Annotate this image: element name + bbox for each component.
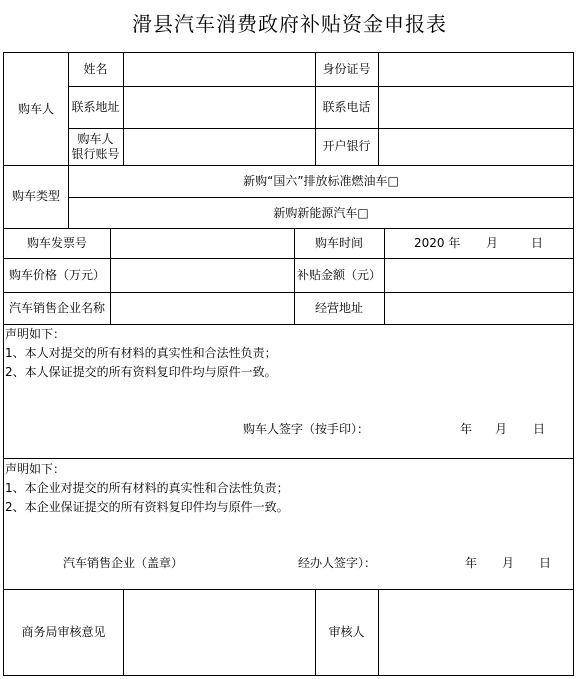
bank-account-field[interactable] [124,129,314,164]
id-number-field[interactable] [379,54,572,85]
purchase-date-month: 月 [486,235,499,250]
dealer-declaration-line1: 1、本企业对提交的所有材料的真实性和合法性负责； [5,481,289,495]
purchase-time-label: 购车时间 [314,235,363,250]
handler-signature-label[interactable]: 经办人签字）： [298,556,377,570]
commerce-bureau-opinion-field[interactable] [124,590,314,674]
purchase-date-day: 日 [531,235,544,250]
invoice-number-field[interactable] [111,229,293,257]
buyer-sign-month: 月 [495,422,508,436]
reviewer-field[interactable] [379,590,572,674]
car-type-option-new-energy[interactable]: 新购新能源汽车□ [273,205,369,220]
name-label: 姓名 [83,62,108,76]
address-field[interactable] [124,87,314,127]
buyer-section-label: 购车人 [17,101,54,116]
invoice-number-label: 购车发票号 [26,235,87,250]
dealer-sign-year: 年 [465,556,478,570]
dealer-name-label: 汽车销售企业名称 [8,300,105,315]
car-type-label: 购车类型 [11,189,60,203]
row-rule [4,324,573,325]
row-rule [4,458,573,459]
phone-field[interactable] [379,87,572,127]
subsidy-field[interactable] [385,259,573,291]
phone-label: 联系电话 [322,99,371,114]
price-label: 购车价格（万元） [8,267,105,282]
dealer-name-field[interactable] [111,293,293,323]
buyer-sign-day: 日 [533,422,546,436]
address-label: 联系地址 [71,99,120,114]
name-field[interactable] [124,54,314,85]
dealer-seal-label[interactable]: 汽车销售企业（盖章） [63,556,184,570]
buyer-signature-label[interactable]: 购车人签字（按手印）： [243,422,370,436]
dealer-declaration-line2: 2、本企业保证提交的所有资料复印件均与原件一致。 [5,500,289,514]
dealer-address-field[interactable] [385,293,573,323]
bank-account-label-line1: 购车人 [77,131,114,146]
bank-field[interactable] [379,129,572,164]
form-table [3,52,574,676]
bank-account-label-line2: 银行账号 [71,146,120,161]
form-title: 滑县汽车消费政府补贴资金申报表 [132,12,447,36]
reviewer-label: 审核人 [328,624,365,639]
commerce-bureau-opinion-label: 商务局审核意见 [21,624,106,639]
purchase-date-year: 2020 年 [414,235,461,250]
id-number-label: 身份证号 [322,62,371,76]
bank-account-label [68,128,123,165]
dealer-sign-month: 月 [502,556,515,570]
dealer-address-label: 经营地址 [314,300,363,315]
subsidy-label: 补贴金额（元） [296,267,381,282]
bank-label: 开户银行 [322,139,371,153]
buyer-sign-year: 年 [460,422,473,436]
buyer-declaration-line1: 1、本人对提交的所有材料的真实性和合法性负责； [5,346,277,360]
buyer-declaration-heading: 声明如下： [5,327,66,341]
price-field[interactable] [111,259,293,291]
dealer-sign-day: 日 [539,556,552,570]
dealer-declaration-heading: 声明如下： [5,462,66,476]
purchase-date-field[interactable] [385,229,573,257]
car-type-option-fuel[interactable]: 新购“国六”排放标准燃油车□ [243,174,399,188]
buyer-declaration-line2: 2、本人保证提交的所有资料复印件均与原件一致。 [5,365,277,379]
